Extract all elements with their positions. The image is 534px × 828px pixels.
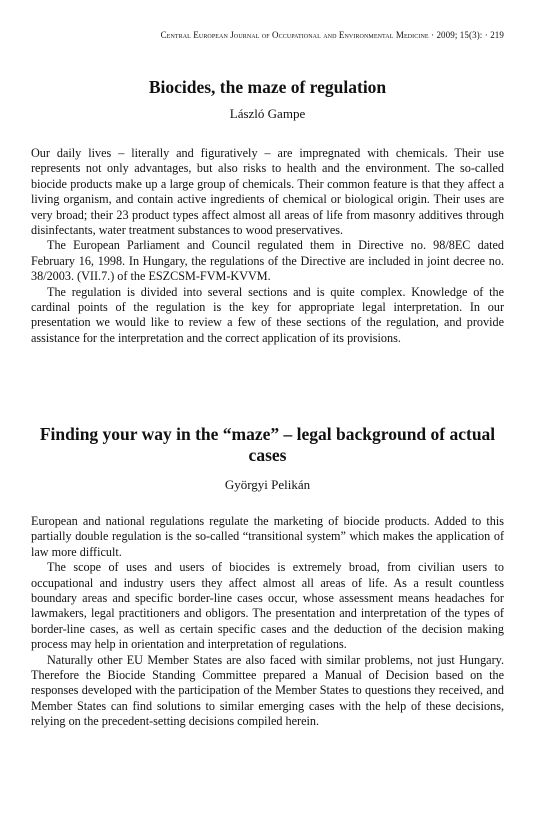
article-1-title: Biocides, the maze of regulation xyxy=(148,77,387,97)
journal-page xyxy=(31,0,504,828)
article-2-paragraph-3: Naturally other EU Member States are also faced with similar problems, not just Hungary. Therefore the Biocide Standing Committee prepared a Manual of Decision based on the responses developed with the participation of the Member States to questions they received, and Member States can find solutions to similar emerging cases with the help of these decisions, relying on the precedent-setting decisions compiled herein. xyxy=(31,652,504,729)
article-1-paragraph-3: The regulation is divided into several sections and is quite complex. Knowledge of the cardinal points of the regulation is the key for appropriate legal interpretation. In our presentation we would like to review a few of these sections of the regulation, and provide assistance for the interpretation and the correct application of its provisions. xyxy=(31,284,504,345)
article-2-title: Finding your way in the “maze” – legal background of actual cases xyxy=(39,424,496,465)
running-header: Central European Journal of Occupational and Environmental Medicine · 2009; 15(3): · 219 xyxy=(160,30,504,40)
article-1-abstract xyxy=(31,146,504,346)
article-1-paragraph-1: Our daily lives – literally and figuratively – are impregnated with chemicals. Their use represents not only advantages, but also risks to health and the environment. The so-called biocide products make up a large group of chemicals. Their common feature is that they affect a living organism, and contain active ingredients of chemical or biological origin. Their uses are very broad; their 23 product types affect almost all areas of life from masonry additives through disinfectants, water treatment substances to wood preservatives. xyxy=(31,146,504,238)
article-1-author: László Gampe xyxy=(229,106,306,121)
article-2-paragraph-1: European and national regulations regulate the marketing of biocide products. Added to this partially double regulation is the so-called “transitional system” which makes the application of law more difficult. xyxy=(31,514,504,559)
article-2-author: Györgyi Pelikán xyxy=(224,477,311,492)
article-2-paragraph-2: The scope of uses and users of biocides is extremely broad, from civilian users to occupational and industry users they affect almost all areas of life. As a result countless boundary areas and specific border-line cases occur, whose assessment means headaches for lawmakers, legal practitioners and obligors. The presentation and interpretation of the types of border-line cases, as well as certain specific cases and the deduction of the decision making process may help in orientation and interpretation of regulations. xyxy=(31,560,504,652)
article-2-abstract xyxy=(31,514,504,730)
article-1-paragraph-2: The European Parliament and Council regulated them in Directive no. 98/8EC dated February 16, 1998. In Hungary, the regulations of the Directive are included in joint decree no. 38/2003. (VII.7.) of the ESZCSM-FVM-KVVM. xyxy=(31,238,504,284)
